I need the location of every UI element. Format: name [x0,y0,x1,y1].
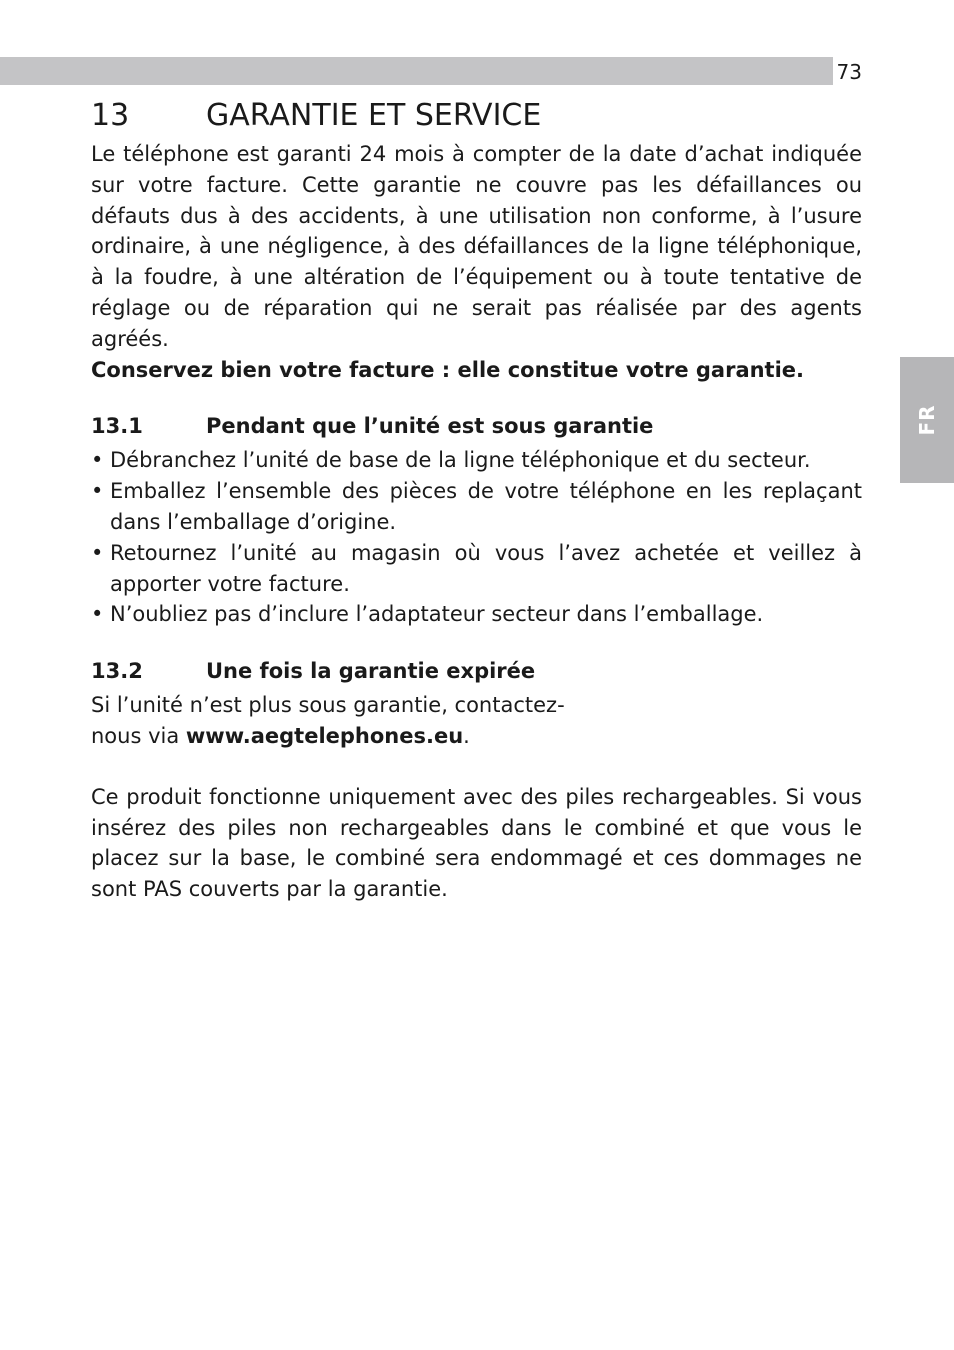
subsection-title: Pendant que l’unité est sous garantie [206,414,654,439]
subsection-heading-13-1 [91,411,862,441]
contact-line-2-prefix: nous via [91,723,186,748]
warranty-intro-paragraph: Le téléphone est garanti 24 mois à compter de la date d’achat indiquée sur votre facture. Cette garantie ne couvre pas les défaillances ou défauts dus à des accidents, à une utilisation non conforme, à l’usure ordinaire, à une négligence, à des défaillances de la ligne téléphonique, à la foudre, à une altération de l’équipement ou à toute tentative de réglage ou de réparation qui ne serait pas réalisée par des agents agréés. [91,142,862,351]
section-number: 13 [91,98,130,133]
warranty-steps-list [91,445,862,630]
subsection-number: 13.2 [91,659,143,684]
header-bar [0,57,833,85]
bullet-icon: • [91,479,104,504]
bullet-icon: • [91,602,104,627]
keep-invoice-notice: Conservez bien votre facture : elle constitue votre garantie. [91,357,805,382]
subsection-title: Une fois la garantie expirée [206,659,536,684]
contact-line-1: Si l’unité n’est plus sous garantie, contactez- [91,693,565,718]
language-tab-label: FR [915,404,939,436]
list-item: • Débranchez l’unité de base de la ligne téléphonique et du secteur. [91,445,862,476]
contact-line-2-suffix: . [463,723,470,748]
language-tab [900,357,954,483]
subsection-number: 13.1 [91,414,143,439]
battery-note-paragraph: Ce produit fonctionne uniquement avec des piles rechargeables. Si vous insérez des piles non rechargeables dans le combiné et que vous le placez sur la base, le combiné sera endommagé et ces dommages ne sont PAS couverts par la garantie. [91,784,862,902]
website-link[interactable]: www.aegtelephones.eu [185,723,464,748]
page-content [91,96,862,905]
list-item: • N’oubliez pas d’inclure l’adaptateur secteur dans l’emballage. [91,599,862,630]
bullet-icon: • [91,448,104,473]
list-item: • Emballez l’ensemble des pièces de votre téléphone en les replaçant dans l’emballage d’origine. [91,476,862,538]
bullet-icon: • [91,540,104,565]
list-item: • Retournez l’unité au magasin où vous l’avez achetée et veillez à apporter votre facture. [91,538,862,600]
section-heading [91,96,862,136]
section-title: GARANTIE ET SERVICE [206,98,542,133]
page-number: 73 [836,60,862,84]
subsection-heading-13-2 [91,656,862,686]
contact-paragraph [91,690,862,752]
